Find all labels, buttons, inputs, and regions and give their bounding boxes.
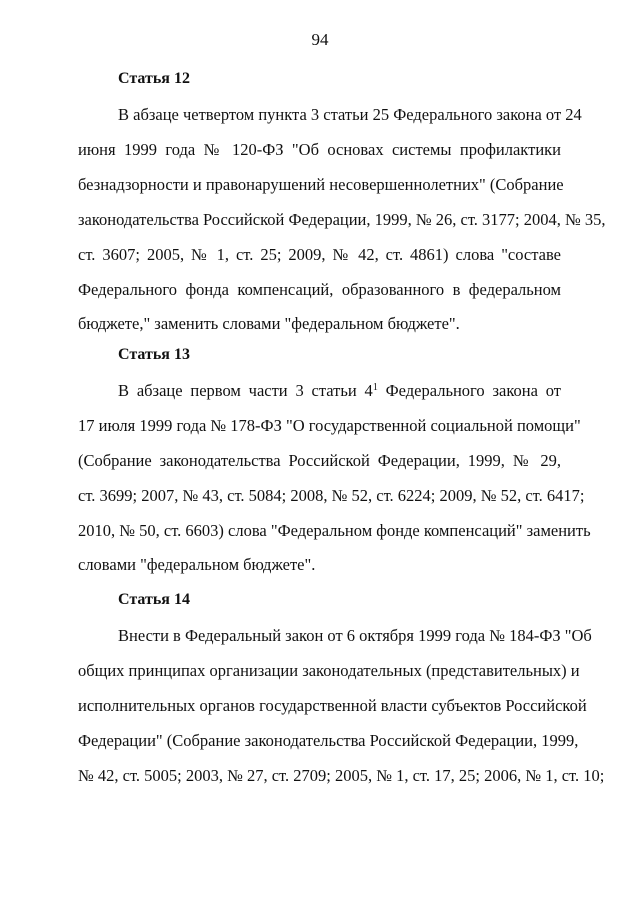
article-13-line-3: (Собрание законодательства Российской Федерации, 1999, № 29, xyxy=(78,451,561,470)
article-13-line-2: 17 июля 1999 года № 178-ФЗ "О государственной социальной помощи" xyxy=(78,416,581,435)
article-12-line-7: бюджете," заменить словами "федеральном бюджете". xyxy=(78,314,460,333)
article-12-line-4: законодательства Российской Федерации, 1999, № 26, ст. 3177; 2004, № 35, xyxy=(78,210,606,229)
article-12-heading: Статья 12 xyxy=(118,70,190,87)
article-13-line-1-end: Федерального закона от xyxy=(377,381,561,400)
article-14-line-4: Федерации" (Собрание законодательства Российской Федерации, 1999, xyxy=(78,731,579,750)
article-13-line-6: словами "федеральном бюджете". xyxy=(78,555,316,574)
article-14-heading: Статья 14 xyxy=(118,591,190,608)
article-13-heading: Статья 13 xyxy=(118,346,190,363)
article-13-line-4: ст. 3699; 2007, № 43, ст. 5084; 2008, № 52, ст. 6224; 2009, № 52, ст. 6417; xyxy=(78,486,585,505)
article-14-line-3: исполнительных органов государственной власти субъектов Российской xyxy=(78,696,587,715)
article-12-line-5: ст. 3607; 2005, № 1, ст. 25; 2009, № 42, ст. 4861) слова "составе xyxy=(78,245,561,264)
article-13-line-1 xyxy=(118,381,561,401)
article-12-line-2: июня 1999 года № 120-ФЗ "Об основах системы профилактики xyxy=(78,140,561,159)
page-number: 94 xyxy=(311,30,329,49)
article-12-line-6: Федерального фонда компенсаций, образованного в федеральном xyxy=(78,280,561,299)
article-12-line-3: безнадзорности и правонарушений несовершеннолетних" (Собрание xyxy=(78,175,564,194)
article-14-line-5: № 42, ст. 5005; 2003, № 27, ст. 2709; 2005, № 1, ст. 17, 25; 2006, № 1, ст. 10; xyxy=(78,766,605,785)
article-13-line-1-start: В абзаце первом части 3 статьи 4 xyxy=(118,381,373,400)
article-14-line-2: общих принципах организации законодательных (представительных) и xyxy=(78,661,580,680)
article-14-line-1: Внести в Федеральный закон от 6 октября 1999 года № 184-ФЗ "Об xyxy=(118,626,592,645)
article-13-line-5: 2010, № 50, ст. 6603) слова "Федеральном фонде компенсаций" заменить xyxy=(78,521,591,540)
article-12-line-1: В абзаце четвертом пункта 3 статьи 25 Федерального закона от 24 xyxy=(118,105,582,124)
article-13-superscript: 1 xyxy=(372,382,378,393)
